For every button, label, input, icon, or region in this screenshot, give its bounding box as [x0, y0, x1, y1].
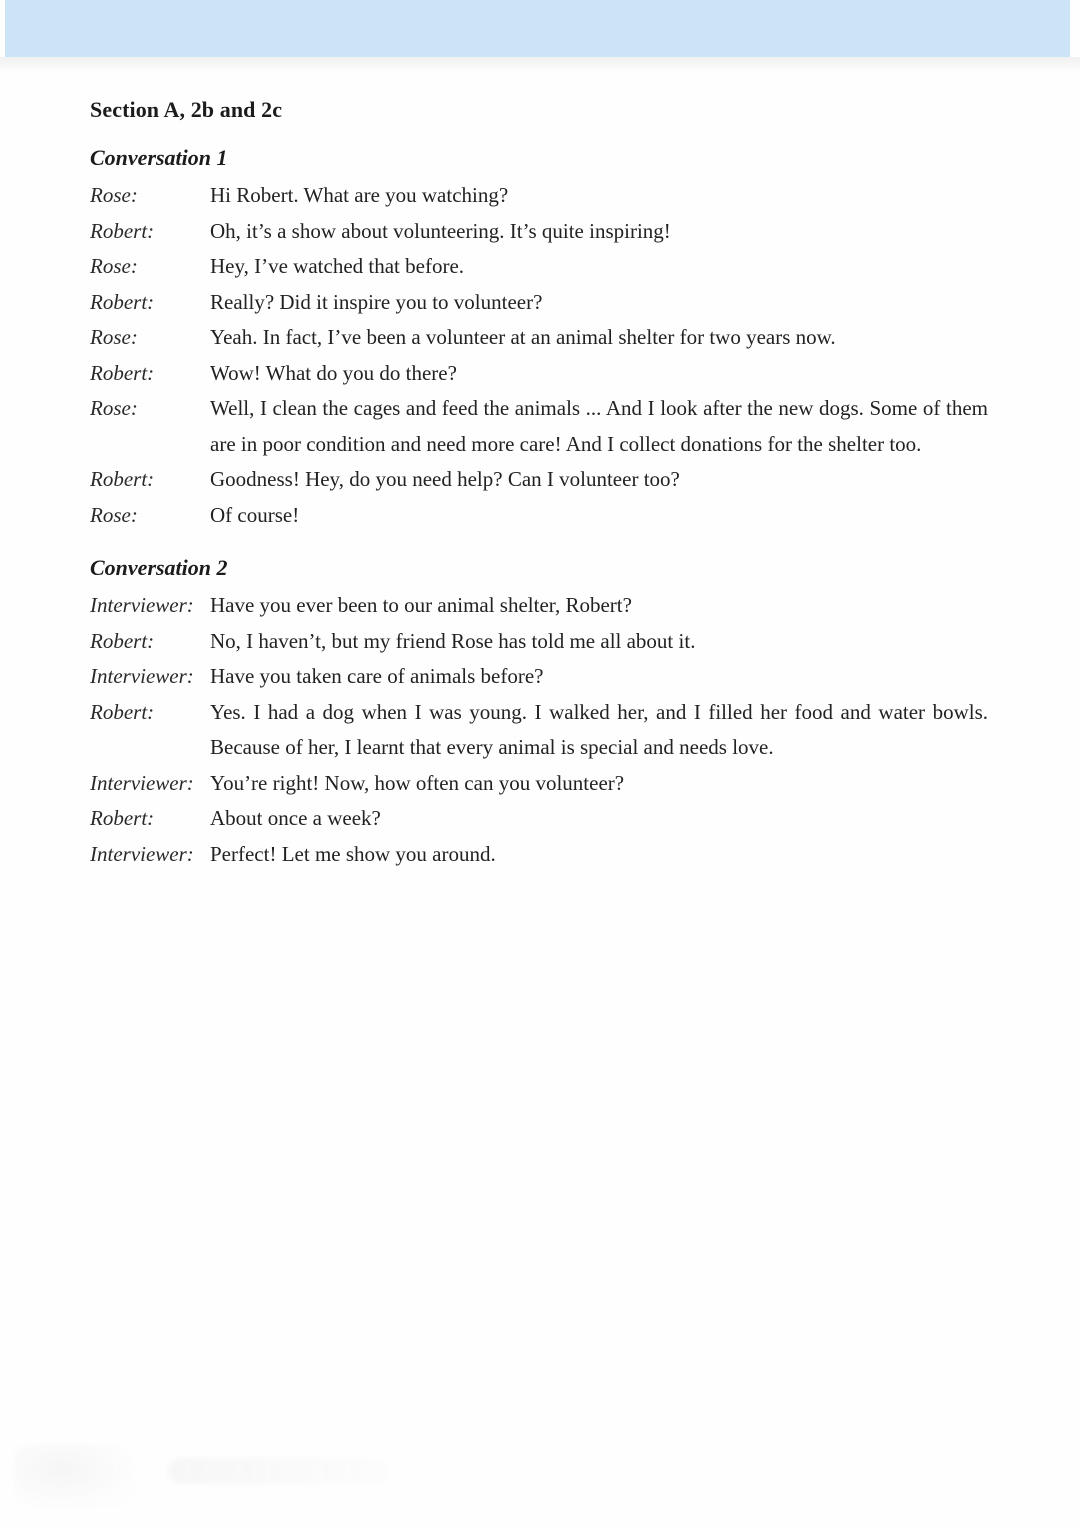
dialogue-line [90, 214, 990, 250]
dialogue-line [90, 659, 990, 695]
dialogue-line [90, 249, 990, 285]
utterance-text: Wow! What do you do there? [210, 360, 457, 385]
conversation-title: Conversation 1 [90, 145, 228, 170]
watermark [8, 1440, 408, 1520]
speaker-label: Robert: [90, 360, 155, 385]
speaker-label: Rose: [90, 183, 138, 207]
section-title: Section A, 2b and 2c [90, 97, 283, 122]
page-content [90, 0, 990, 872]
speaker-label: Robert: [90, 289, 155, 314]
dialogue-lines [90, 588, 990, 872]
dialogue-line [90, 588, 990, 624]
dialogue-line [90, 695, 990, 766]
dialogue-line [90, 624, 990, 660]
utterance-text: Hey, I’ve watched that before. [210, 254, 465, 278]
speaker-label: Rose: [90, 396, 138, 420]
speaker-label: Interviewer: [90, 593, 194, 617]
dialogue-line [90, 285, 990, 321]
utterance-text: Oh, it’s a show about volunteering. It’s quite inspiring! [210, 218, 671, 243]
utterance-text: About once a week? [210, 806, 381, 830]
speaker-label: Robert: [90, 806, 155, 830]
speaker-label: Interviewer: [90, 664, 194, 688]
utterance-text: Goodness! Hey, do you need help? Can I volunteer too? [210, 467, 680, 491]
speaker-label: Interviewer: [90, 841, 194, 866]
watermark-text-smudge [168, 1458, 388, 1484]
speaker-label: Rose: [90, 502, 138, 527]
conversation-block [90, 144, 990, 533]
dialogue-line [90, 498, 990, 534]
utterance-text: Hi Robert. What are you watching? [210, 183, 509, 207]
dialogue-line [90, 356, 990, 392]
utterance-text: Have you taken care of animals before? [210, 664, 544, 688]
utterance-text: Of course! [210, 502, 300, 527]
dialogue-line [90, 837, 990, 873]
dialogue-line [90, 766, 990, 802]
speaker-label: Robert: [90, 467, 155, 491]
dialogue-line [90, 801, 990, 837]
utterance-text: Perfect! Let me show you around. [210, 841, 496, 866]
conversation-block [90, 554, 990, 872]
dialogue-lines [90, 178, 990, 533]
speaker-label: Robert: [90, 628, 155, 653]
speaker-label: Robert: [90, 699, 155, 724]
utterance-text: Have you ever been to our animal shelter, Robert? [210, 593, 632, 617]
utterance-text: Yeah. In fact, I’ve been a volunteer at an animal shelter for two years now. [210, 325, 836, 349]
speaker-label: Rose: [90, 325, 138, 349]
conversations-container [90, 144, 990, 872]
utterance-text: Well, I clean the cages and feed the animals ... And I look after the new dogs. Some of them are in poor condition and need more care! And I collect donations for the shelter too. [210, 396, 988, 456]
utterance-text: No, I haven’t, but my friend Rose has told me all about it. [210, 628, 696, 653]
utterance-text: You’re right! Now, how often can you volunteer? [210, 770, 625, 795]
utterance-text: Really? Did it inspire you to volunteer? [210, 289, 543, 314]
speaker-label: Rose: [90, 254, 138, 278]
conversation-title: Conversation 2 [90, 555, 228, 580]
watermark-logo [14, 1444, 134, 1508]
dialogue-line [90, 178, 990, 214]
dialogue-line [90, 462, 990, 498]
dialogue-line [90, 391, 990, 462]
utterance-text: Yes. I had a dog when I was young. I walked her, and I filled her food and water bowls. Because of her, I learnt that every animal is special and needs love. [210, 699, 988, 759]
speaker-label: Interviewer: [90, 770, 194, 795]
speaker-label: Robert: [90, 218, 155, 243]
dialogue-line [90, 320, 990, 356]
